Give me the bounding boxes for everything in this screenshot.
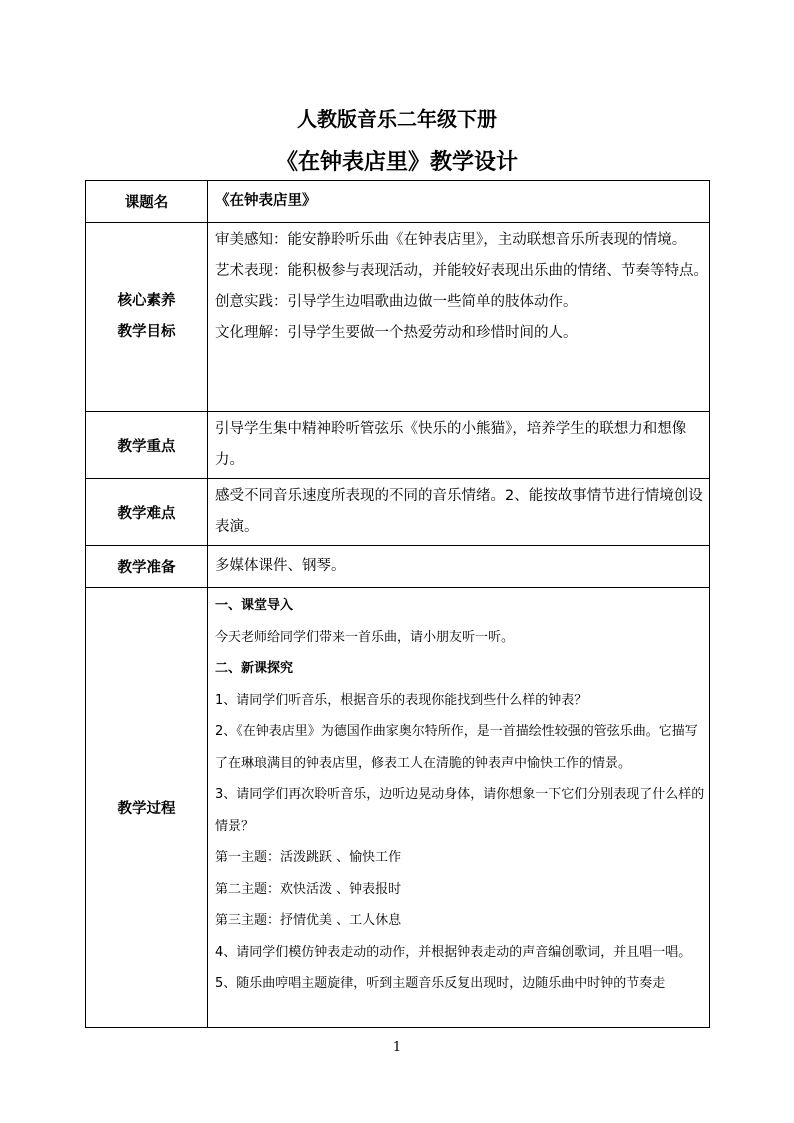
document-subtitle: 《在钟表店里》教学设计 bbox=[275, 149, 518, 175]
topic-label: 课题名 bbox=[86, 181, 208, 223]
table-row-goals bbox=[86, 223, 710, 412]
process-item: 3、请同学们再次聆听音乐，边听边晃动身体，请你想象一下它们分别表现了什么样的情景？ bbox=[215, 787, 705, 834]
goal-practice: 创意实践：引导学生边唱歌曲边做一些简单的肢体动作。 bbox=[215, 294, 578, 310]
key-value: 引导学生集中精神聆听管弦乐《快乐的小熊猫》，培养学生的联想力和想像力。 bbox=[208, 412, 710, 479]
goals-content bbox=[208, 223, 710, 412]
table-row-topic bbox=[86, 181, 710, 223]
goal-culture: 文化理解：引导学生要做一个热爱劳动和珍惜时间的人。 bbox=[215, 325, 578, 341]
document-title: 人教版音乐二年级下册 bbox=[297, 107, 497, 131]
process-item: 第三主题：抒情优美 、工人休息 bbox=[215, 913, 402, 928]
table-row-difficulty bbox=[86, 479, 710, 546]
goals-label-line2: 教学目标 bbox=[117, 324, 176, 340]
process-content bbox=[208, 588, 710, 1028]
table-row-process bbox=[86, 588, 710, 1028]
goals-label-line1: 核心素养 bbox=[117, 293, 176, 309]
difficulty-value: 感受不同音乐速度所表现的不同的音乐情绪。2、能按故事情节进行情境创设表演。 bbox=[208, 479, 710, 546]
prep-value: 多媒体课件、钢琴。 bbox=[208, 546, 710, 588]
prep-label: 教学准备 bbox=[86, 546, 208, 588]
goals-label bbox=[86, 223, 208, 412]
process-label: 教学过程 bbox=[86, 588, 208, 1028]
lesson-plan-table bbox=[85, 180, 710, 1028]
process-item: 第二主题：欢快活泼 、钟表报时 bbox=[215, 881, 402, 897]
process-item: 5、随乐曲哼唱主题旋律，听到主题音乐反复出现时，边随乐曲中时钟的节奏走 bbox=[215, 976, 666, 991]
process-item: 今天老师给同学们带来一首乐曲，请小朋友听一听。 bbox=[215, 629, 515, 645]
goal-expression: 艺术表现：能积极参与表现活动，并能较好表现出乐曲的情绪、节奏等特点。 bbox=[215, 263, 708, 279]
process-item: 1、请同学们听音乐，根据音乐的表现你能找到些什么样的钟表？ bbox=[215, 692, 588, 708]
page-number: 1 bbox=[392, 1040, 402, 1055]
process-item: 2、《在钟表店里》为德国作曲家奥尔特所作，是一首描绘性较强的管弦乐曲。它描写了在琳琅满目的钟表店里，修表工人在清脆的钟表声中愉快工作的情景。 bbox=[215, 724, 698, 771]
topic-value: 《在钟表店里》 bbox=[208, 181, 710, 223]
table-row-key bbox=[86, 412, 710, 479]
table-row-prep bbox=[86, 546, 710, 588]
difficulty-label: 教学难点 bbox=[86, 479, 208, 546]
goal-aesthetic: 审美感知：能安静聆听乐曲《在钟表店里》，主动联想音乐所表现的情境。 bbox=[215, 232, 687, 248]
process-heading-explore: 二、新课探究 bbox=[215, 661, 294, 676]
key-label: 教学重点 bbox=[86, 412, 208, 479]
process-heading-intro: 一、课堂导入 bbox=[215, 598, 294, 613]
process-item: 4、请同学们模仿钟表走动的动作，并根据钟表走动的声音编创歌词，并且唱一唱。 bbox=[215, 944, 692, 960]
process-item: 第一主题：活泼跳跃 、愉快工作 bbox=[215, 850, 402, 865]
